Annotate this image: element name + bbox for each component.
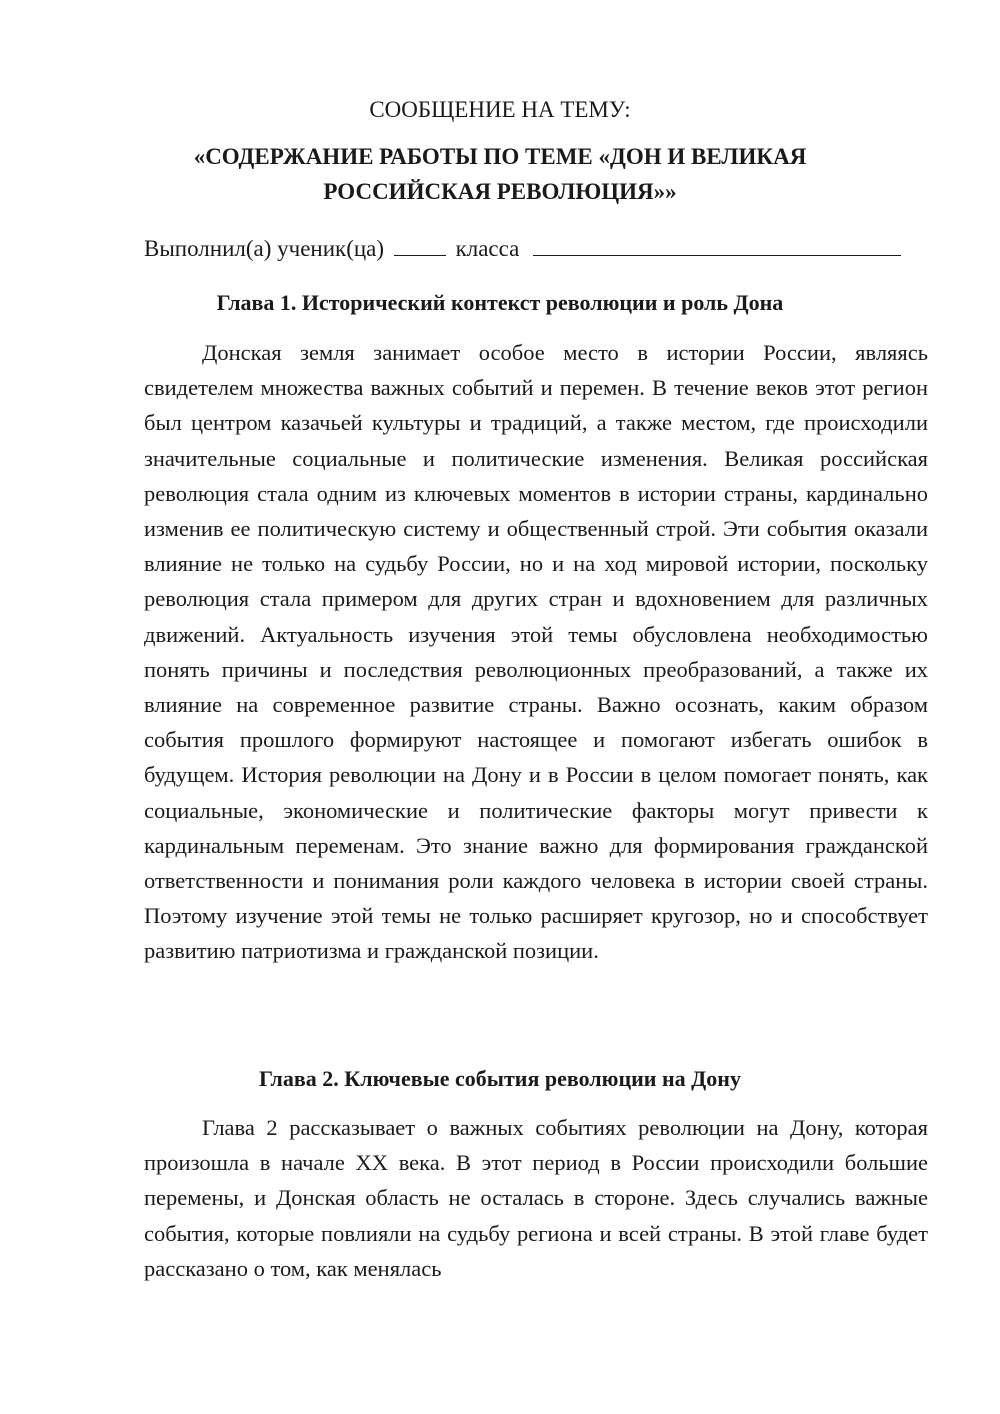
title-line-2: РОССИЙСКАЯ РЕВОЛЮЦИЯ»» [323,179,677,204]
student-label: Выполнил(а) ученик(ца) [144,236,385,261]
student-info-line [144,233,901,263]
title-line-1: «СОДЕРЖАНИЕ РАБОТЫ ПО ТЕМЕ «ДОН И ВЕЛИКАЯ [193,144,807,169]
chapter-2-paragraph [144,1110,928,1286]
class-blank [394,233,446,256]
subject-line: СООБЩЕНИЕ НА ТЕМУ: [369,97,631,122]
chapter-1-heading: Глава 1. Исторический контекст революции и роль Дона [216,290,784,315]
chapter-1-text: Донская земля занимает особое место в истории России, являясь свидетелем множества важных событий и перемен. В течение веков этот регион был центром казачьей культуры и традиций, а также местом, где происходили значительные социальные и политические изменения. Великая российская революция стала одним из ключевых моментов в истории страны, кардинально изменив ее политическую систему и общественный строй. Эти события оказали влияние не только на судьбу России, но и на ход мировой истории, поскольку революция стала примером для других стран и вдохновением для различных движений. Актуальность изучения этой темы обусловлена необходимостью понять причины и последствия революционных преобразований, а также их влияние на современное развитие страны. Важно осознать, каким образом события прошлого формируют настоящее и помогают избегать ошибок в будущем. История революции на Дону и в России в целом помогает понять, как социальные, экономические и политические факторы могут привести к кардинальным переменам. Это знание важно для формирования гражданской ответственности и понимания роли каждого человека в истории своей страны. Поэтому изучение этой темы не только расширяет кругозор, но и способствует развитию патриотизма и гражданской позиции. [144,340,928,964]
name-blank [533,233,901,256]
class-label: класса [455,236,520,261]
chapter-2-text: Глава 2 рассказывает о важных событиях революции на Дону, которая произошла в начале XX века. В этот период в России происходили большие перемены, и Донская область не осталась в стороне. Здесь случались важные события, которые повлияли на судьбу региона и всей страны. В этой главе будет рассказано о том, как менялась [144,1115,928,1281]
chapter-1-paragraph [144,335,928,969]
chapter-2-heading: Глава 2. Ключевые события революции на Дону [259,1066,741,1091]
